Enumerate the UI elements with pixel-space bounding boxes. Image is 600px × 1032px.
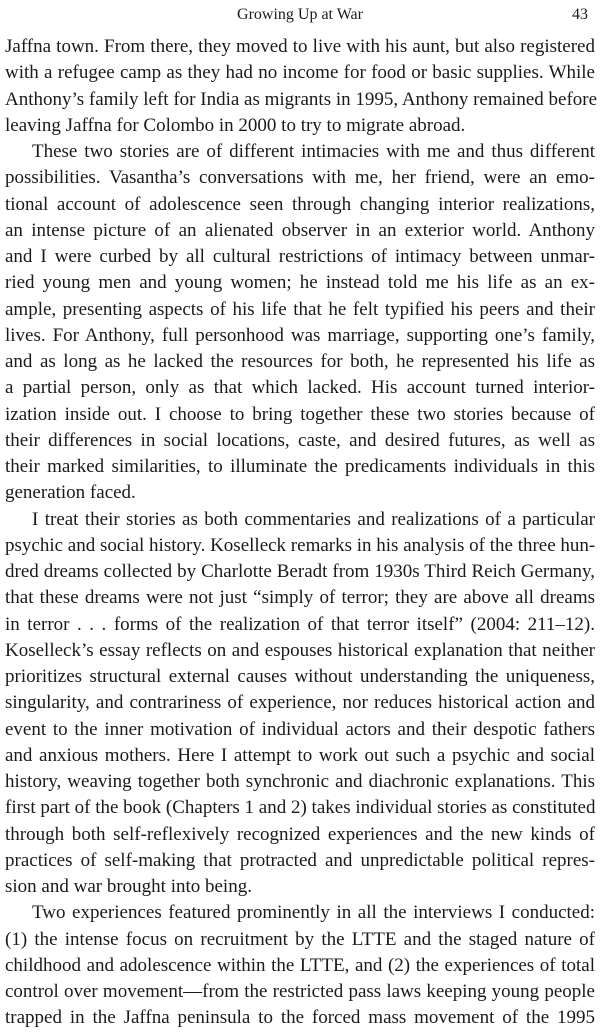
- text-line: and I were curbed by all cultural restrictions of intimacy between unmar-: [5, 246, 595, 267]
- text-line: dred dreams collected by Charlotte Beradt from 1930s Third Reich Germany,: [5, 561, 595, 582]
- text-line: a partial person, only as that which lacked. His account turned interior-: [5, 377, 595, 399]
- text-line: sion and war brought into being.: [5, 876, 252, 897]
- text-line: psychic and social history. Koselleck remarks in his analysis of the three hun-: [5, 534, 596, 556]
- text-line: childhood and adolescence within the LTTE, and (2) the experiences of total: [5, 954, 595, 976]
- body-text: [5, 34, 598, 1032]
- text-line: These two stories are of different intimacies with me and thus different: [32, 141, 595, 162]
- text-line: I treat their stories as both commentaries and realizations of a particular: [32, 508, 595, 530]
- text-line: event to the inner motivation of individual actors and their despotic fathers: [5, 718, 595, 740]
- text-line: practices of self-making that protracted and unpredictable political repres-: [5, 849, 595, 871]
- running-head: [0, 4, 600, 26]
- text-line: generation faced.: [5, 482, 136, 504]
- running-title: Growing Up at War: [237, 6, 363, 23]
- text-line: leaving Jaffna for Colombo in 2000 to try to migrate abroad.: [5, 114, 466, 136]
- text-line: ization inside out. I choose to bring together these two stories because of: [5, 403, 595, 425]
- text-line: through both self-reflexively recognized experiences and the new kinds of: [5, 823, 595, 845]
- text-line: ried young men and young women; he instead told me his life as an ex-: [5, 272, 595, 294]
- text-line: prioritizes structural external causes without understanding the uniqueness,: [5, 666, 595, 687]
- paragraph: [5, 139, 595, 507]
- paragraph: [5, 900, 595, 1031]
- text-line: their marked similarities, to illuminate the predicaments individuals in this: [5, 456, 595, 477]
- text-line: with a refugee camp as they had no income for food or basic supplies. While: [5, 62, 595, 84]
- text-line: Two experiences featured prominently in all the interviews I conducted:: [32, 902, 595, 924]
- text-line: singularity, and contrariness of experience, nor reduces historical action and: [5, 692, 595, 714]
- paragraph: [5, 34, 598, 139]
- text-line: lives. For Anthony, full personhood was marriage, supporting one’s family,: [5, 324, 595, 346]
- text-line: and anxious mothers. Here I attempt to work out such a psychic and social: [5, 744, 595, 766]
- text-line: in terror . . . forms of the realization of that terror itself” (2004: 211–12).: [5, 613, 595, 635]
- text-line: and as long as he lacked the resources for both, he represented his life as: [5, 351, 595, 372]
- text-line: an intense picture of an alienated observer in an exterior world. Anthony: [5, 219, 595, 241]
- text-line: that these dreams were not just “simply of terror; they are above all dreams: [5, 587, 595, 609]
- page-number: 43: [572, 6, 588, 23]
- text-line: trapped in the Jaffna peninsula to the forced mass movement of the 1995: [5, 1007, 595, 1029]
- text-line: their differences in social locations, caste, and desired futures, as well as: [5, 429, 595, 451]
- text-line: control over movement—from the restricted pass laws keeping young people: [5, 981, 595, 1002]
- text-line: Jaffna town. From there, they moved to live with his aunt, but also registered: [5, 36, 595, 57]
- text-line: history, weaving together both synchronic and diachronic explanations. This: [5, 771, 595, 792]
- text-line: (1) the intense focus on recruitment by the LTTE and the staged nature of: [5, 928, 595, 950]
- text-line: ample, presenting aspects of his life that he felt typified his peers and their: [5, 298, 595, 320]
- text-line: Koselleck’s essay reflects on and espouses historical explanation that neither: [5, 639, 595, 661]
- paragraph: [5, 507, 595, 901]
- text-line: first part of the book (Chapters 1 and 2) takes individual stories as constituted: [5, 797, 596, 819]
- text-line: Anthony’s family left for India as migrants in 1995, Anthony remained before: [5, 88, 598, 110]
- text-line: possibilities. Vasantha’s conversations with me, her friend, were an emo-: [5, 167, 595, 189]
- text-line: tional account of adolescence seen through changing interior realizations,: [5, 193, 595, 215]
